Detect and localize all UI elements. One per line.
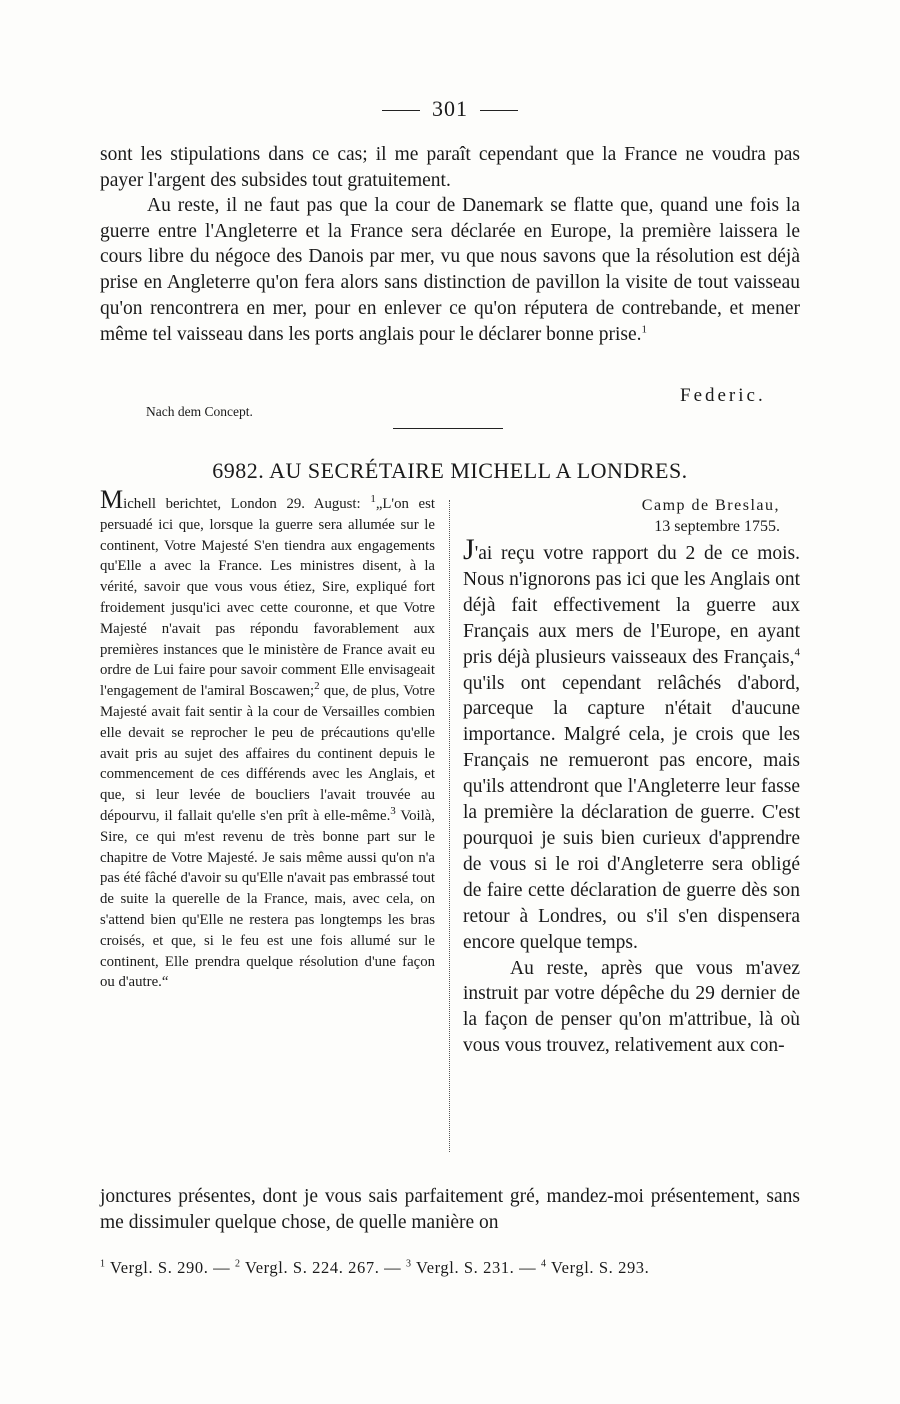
footnotes — [100, 1257, 800, 1279]
footnote-text: Vergl. S. 224. 267. — — [240, 1258, 406, 1277]
source-note: Nach dem Concept. — [146, 404, 253, 419]
footnote-marker: 1 — [100, 1258, 106, 1270]
left-column-quote-c: Voilà, Sire, ce qui m'est revenu de très bonne part sur le chapitre de Votre Majesté. Je sais même aussi qu'on n'a pas été fâché d'avoir su qu'Elle n'avait pas embrassé tout de suite la querelle de la France, mais, avec cela, on s'attend bien qu'Elle ne restera pas longtemps les bras croisés, et que, si le feu est une fois allumé sur le continent, Elle prendra quelque résolution d'une façon ou d'autre.“ — [100, 807, 435, 991]
section-separator — [393, 428, 503, 429]
footnote-ref: 2 — [314, 680, 320, 693]
footnote-text: Vergl. S. 231. — — [411, 1258, 541, 1277]
footnote-marker: 3 — [405, 1258, 412, 1270]
signature: Federic. — [680, 385, 766, 406]
paragraph-1: sont les stipulations dans ce cas; il me paraît cependant que la France ne voudra pas payer l'argent des subsides tout gratuitement. — [100, 144, 800, 191]
paragraph-2-text: Au reste, il ne faut pas que la cour de Danemark se flatte que, quand une fois la guerre entre l'Angleterre et la France sera déclarée en Europe, la première laissera le cours libre du négoce des Danois par mer, vu que nous savons que la résolution est déjà prise en Angleterre qu'on fera alors sans distinction de pavillon la visite de tout vaisseau qu'on rencontrera en mer, pour en enlever ce qu'on réputera de contrebande, et mener même tel vaisseau dans les ports anglais pour le déclarer bonne prise. — [100, 195, 800, 345]
page-number-text: 301 — [432, 96, 468, 121]
left-column-initial: M — [100, 485, 124, 514]
left-column-summary — [100, 485, 435, 993]
footnote-marker: 4 — [540, 1258, 547, 1270]
footnote-ref: 1 — [641, 323, 647, 336]
right-column-initial: J — [463, 533, 475, 566]
paragraph-2 — [100, 193, 800, 347]
dateline-place: Camp de Breslau, — [641, 497, 780, 514]
right-column-text-a: 'ai reçu votre rapport du 2 de ce mois. Nous n'ignorons pas ici que les Anglais ont déjà fait effectivement la guerre aux Français aux mers de l'Europe, en ayant pris déjà plusieurs vaisseaux des Français, — [463, 543, 800, 668]
right-column-text-c: Au reste, après que vous m'avez instruit par votre dépêche du 29 dernier de la façon de penser qu'on m'attribue, là où vous vous trouvez, relativement aux con- — [463, 957, 800, 1057]
left-column-intro: ichell berichtet, London 29. August: — [123, 496, 371, 512]
page-number-dash-right — [480, 110, 518, 111]
right-column-text-b: qu'ils ont cependant relâchés d'abord, parceque la capture n'était d'aucune importance. Malgré cela, je crois que les Français ne remueront pas encore, mais qu'ils attendront que l'Angleterre leur fasse la première la déclaration de guerre. C'est pourquoi je suis bien curieux d'apprendre de vous si le roi d'Angleterre sera obligé de faire cette déclaration de guerre dès son retour à Londres, ou s'il s'en dispensera encore quelque temps. — [463, 672, 800, 953]
column-divider — [449, 500, 450, 1152]
footnote-ref: 4 — [794, 646, 800, 659]
left-column-quote-b: que, de plus, Votre Majesté avait fait sentir à la cour de Versailles combien elle devait se reprocher le peu de précautions qu'elle avait pris au sujet des affaires du continent depuis le commencement de ces différends avec les Anglais, et que, si leur levée de boucliers l'avait trouvée au dépourvu, il fallait qu'elle s'en prît à elle-même. — [100, 683, 435, 824]
footnote-text: Vergl. S. 290. — — [105, 1258, 235, 1277]
page-number-dash-left — [382, 110, 420, 111]
footnote-ref: 1 — [370, 493, 376, 506]
page-number — [0, 96, 900, 122]
left-column-quote-a: „L'on est persuadé ici que, lorsque la guerre sera allumée sur le continent, Votre Majesté S'en tiendra aux engagements qu'Elle a avec la France. Les ministres disent, à la vérité, savoir que vous vous étiez, Sire, expliqué fort froidement jusqu'ici avec cette couronne, et que Votre Majesté n'avait pas répondu favorablement aux premières instances que le ministère de France avait eu ordre de Lui faire pour savoir comment Elle envisageait l'engagement de l'amiral Boscawen; — [100, 496, 435, 700]
footnote-text: Vergl. S. 293. — [546, 1258, 650, 1277]
right-column-letter — [463, 533, 800, 1059]
footnote-marker: 2 — [234, 1258, 241, 1270]
continuation-text: jonctures présentes, dont je vous sais parfaitement gré, mandez-moi présentement, sans me dissimuler quelque chose, de quelle manière on — [100, 1186, 800, 1233]
footnote-ref: 3 — [390, 805, 396, 818]
dateline-date: 13 septembre 1755. — [654, 518, 780, 535]
letter-heading: 6982. AU SECRÉTAIRE MICHELL A LONDRES. — [212, 458, 688, 483]
